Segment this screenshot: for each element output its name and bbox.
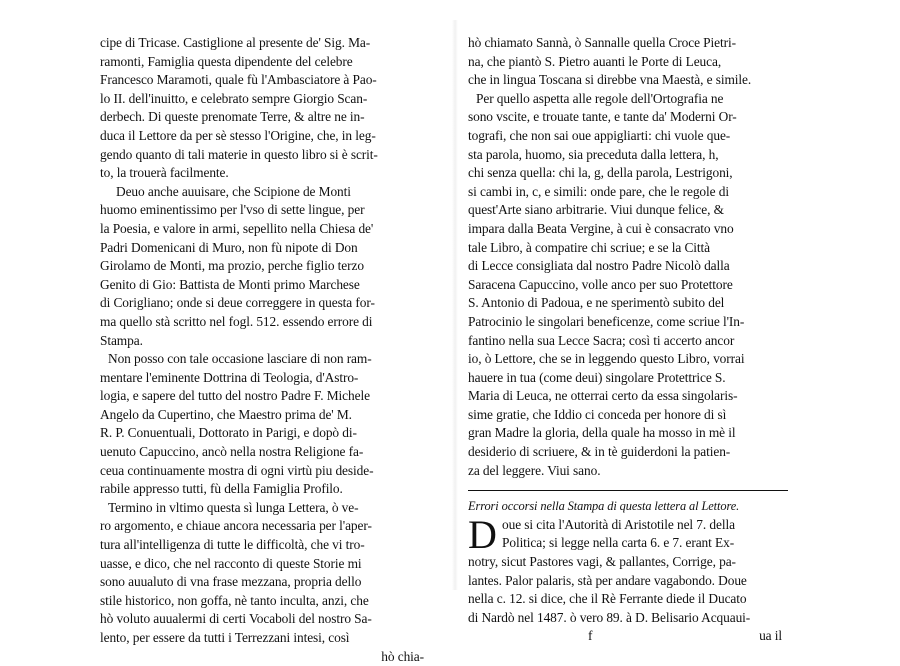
text-line: ceua continuamente mostra di ogni virtù piu deside- [100,462,374,478]
text-line: fantino nella sua Lecce Sacra; così ti accerto ancor [468,332,735,348]
text-line: to, la trouerà facilmente. [100,165,229,181]
text-line: Angelo da Cupertino, che Maestro prima de' M. [100,406,352,422]
text-line: sono vscite, e trouate tante, e tante da' Moderni Or- [468,109,737,125]
text-line: uasse, e dico, che nel racconto di queste Storie mi [100,555,362,571]
text-line: stile historico, non goffa, nè tanto inculta, anzi, che [100,592,369,608]
text-line: ro argomento, e chiaue ancora necessaria per l'aper- [100,518,372,534]
text-line: lento, per essere da tutti i Terrezzani intesi, così [100,630,350,645]
text-line: hò chiamato Sannà, ò Sannalle quella Croce Pietri- [468,35,736,50]
text-line: Padri Domenicani di Muro, non fù nipote di Don [100,239,358,255]
text-line: impara dalla Beata Vergine, à cui è consacrato vno [468,220,734,236]
text-line: S. Antonio di Padoua, e ne sperimentò subito del [468,295,725,311]
left-page [100,34,430,664]
text-line: oue si cita l'Autorità di Aristotile nel 7. della [502,516,735,532]
text-line: sono auualuto di vna frase mezzana, propria dello [100,574,362,590]
text-line: di Lecce consigliata dal nostro Padre Nicolò dalla [468,258,730,274]
text-line: hò voluto auualermi di certi Vocaboli del nostro Sa- [100,611,372,627]
text-line: Maria di Leuca, ne otterrai certo da essa singolaris- [468,388,738,404]
text-line: uenuto Capuccino, ancò nella nostra Religione fa- [100,444,364,460]
text-line: R. P. Conuentuali, Dottorato in Parigi, e dopò di- [100,425,357,441]
text-line: Stampa. [100,332,143,348]
text-line: Per quello aspetta alle regole dell'Ortografia ne [476,90,724,106]
text-line: na, che piantò S. Pietro auanti le Porte di Leuca, [468,53,722,69]
text-line: io, ò Lettore, che se in leggendo questo Libro, vorrai [468,351,745,367]
errata-paragraph [468,511,788,557]
text-line: nella c. 12. si dice, che il Rè Ferrante diede il Ducato [468,591,747,607]
text-line: sime gratie, che Iddio ci conceda per honore di sì [468,406,727,422]
text-line: hauere in tua (come deui) singolare Protettrice S. [468,369,726,385]
text-line: Politica; si legge nella carta 6. e 7. erant Ex- [502,535,735,551]
text-line: si cambi in, c, e simili: onde pare, che le regole di [468,183,729,199]
signature-mark: f [588,628,593,644]
text-line: di Nardò nel 1487. ò vero 89. à D. Belisario Acquaui- [468,609,751,625]
text-line: Girolamo de Monti, ma prozio, perche figlio terzo [100,258,364,274]
text-line: ramonti, Famiglia questa dipendente del celebre [100,53,353,69]
text-line: ma quello stà scritto nel fogl. 512. essendo errore di [100,313,373,329]
text-line: cipe di Tricase. Castiglione al presente de' Sig. Ma- [100,35,371,50]
text-line: notry, sicut Pastores vagi, & pallantes, Corrige, pa- [468,554,736,570]
text-line: huomo eminentissimo per l'vso di sette lingue, per [100,202,365,218]
text-line: Deuo anche auuisare, che Scipione de Monti [116,183,351,199]
drop-cap: D [468,511,497,557]
text-line: che in lingua Toscana si direbbe vna Maestà, e simile. [468,72,752,88]
text-line: rabile appresso tutti, fù della Famiglia Profilo. [100,481,343,497]
text-line: chi senza quella: chi la, g, della parola, Lestrigoni, [468,165,733,181]
text-line: Francesco Maramoti, quale fù l'Ambasciatore à Pao- [100,72,377,88]
text-line: tura all'intelligenza di tutte le difficoltà, che vi tro- [100,537,365,553]
catchword: ua il [759,628,782,644]
right-page [468,34,788,644]
page-footer [468,627,788,646]
text-line: Termino in vltimo questa sì lunga Lettera, ò ve- [108,499,359,515]
text-line: Non posso con tale occasione lasciare di non ram- [108,351,372,367]
text-line: Saracena Capuccino, volle anco per suo Protettore [468,276,733,292]
text-line: gran Madre la gloria, della quale ha mosso in mè il [468,425,736,441]
text-line: desiderio di scriuere, & in tè guiderdoni la patien- [468,444,731,460]
text-line: za del leggere. Viui sano. [468,462,601,478]
text-line: sta parola, huomo, sia preceduta dalla lettera, h, [468,146,719,162]
text-line: derbech. Di queste prenomate Terre, & altre ne in- [100,109,365,125]
text-line: mentare l'eminente Dottrina di Teologia, d'Astro- [100,369,359,385]
text-line: Genito di Gio: Battista de Monti primo Marchese [100,276,360,292]
text-line: di Corigliano; onde si deue correggere in questa for- [100,295,375,311]
text-line: duca il Lettore da per sè stesso l'Origine, che, in leg- [100,127,376,143]
book-gutter [452,20,458,590]
text-line: tografi, che non sai oue appigliarti: chi vuole que- [468,127,731,143]
text-line: lo II. dell'inuitto, e celebrato sempre Giorgio Scan- [100,90,368,106]
catchword: hò chia- [381,648,424,664]
text-line: Patrocinio le singolari beneficenze, come scriue l'In- [468,313,745,329]
section-divider [468,490,788,491]
text-line: quest'Arte siano arbitrarie. Viui dunque felice, & [468,202,724,218]
text-line: la Poesia, e valore in armi, sepellito nella Chiesa de' [100,220,374,236]
text-line: tale Libro, à compatire chi scriue; e se la Città [468,239,710,255]
text-line: lantes. Palor palaris, stà per andare vagabondo. Doue [468,572,747,588]
errata-heading: Errori occorsi nella Stampa di questa lettera al Lettore. [468,499,740,514]
text-line: logia, e sapere del tutto del nostro Padre F. Michele [100,388,370,404]
text-line: gendo quanto di tali materie in questo libro si è scrit- [100,146,378,162]
